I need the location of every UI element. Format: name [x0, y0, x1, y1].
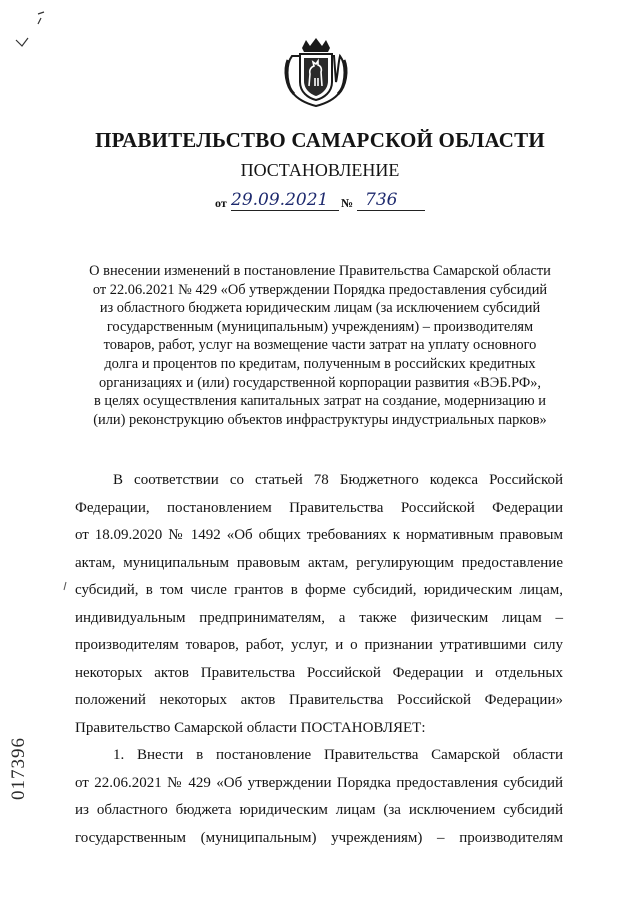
document-type: ПОСТАНОВЛЕНИЕ — [240, 160, 400, 180]
body-line: субсидий, в том числе грантов в форме субсидий, юридическим лицам, — [75, 582, 563, 598]
number-underline — [357, 210, 425, 211]
subject-line: в целях осуществления капитальных затрат на создание, модернизацию и — [94, 393, 546, 410]
pen-mark-left — [60, 580, 72, 594]
body-line: положений некоторых актов Правительства Российской Федерации» — [75, 692, 563, 708]
date-number-line — [215, 190, 430, 216]
subject-line: долга и процентов по кредитам, полученным в российских кредитных — [104, 355, 536, 372]
body-line: от 22.06.2021 № 429 «Об утверждении Порядка предоставления субсидий — [75, 774, 563, 791]
document-body — [75, 467, 563, 852]
body-line: от 18.09.2020 № 1492 «Об общих требованиях к нормативным правовым — [75, 527, 563, 543]
subject-line: от 22.06.2021 № 429 «Об утверждении Порядка предоставления субсидий — [92, 281, 548, 298]
document-subject — [70, 262, 570, 429]
handwritten-date: 29.09.2021 — [231, 190, 329, 210]
body-line: Федерации, постановлением Правительства Российской Федерации — [75, 499, 563, 516]
body-line: Правительство Самарской области ПОСТАНОВЛЯЕТ: — [75, 719, 426, 736]
body-line: из областного бюджета юридическим лицам (за исключением субсидий — [75, 802, 563, 818]
pen-mark-top-left — [8, 10, 48, 50]
body-line: В соответствии со статьей 78 Бюджетного кодекса Российской — [113, 472, 563, 488]
subject-line: О внесении изменений в постановление Правительства Самарской области — [89, 263, 551, 279]
date-prefix: от — [215, 196, 227, 210]
body-line: производителям товаров, работ, услуг, и о признании утратившими силу — [75, 637, 563, 653]
body-line: актам, муниципальным правовым актам, регулирующим предоставление — [75, 554, 563, 571]
subject-line: из областного бюджета юридическим лицам (за исключением субсидий — [99, 300, 541, 317]
margin-stamp-number: 017396 — [8, 737, 29, 800]
government-title: ПРАВИТЕЛЬСТВО САМАРСКОЙ ОБЛАСТИ — [95, 128, 545, 152]
subject-line: товаров, работ, услуг на возмещение части затрат на уплату основного — [103, 337, 537, 354]
handwritten-number: 736 — [365, 190, 398, 210]
subject-line: государственным (муниципальным) учреждениям) – производителям — [106, 318, 534, 335]
body-line: индивидуальным предпринимателям, а также физическим лицам – — [75, 609, 563, 626]
subject-line: организациях и (или) государственной корпорации развития «ВЭБ.РФ», — [98, 374, 542, 391]
body-line: 1. Внести в постановление Правительства Самарской области — [113, 747, 563, 763]
samara-coat-of-arms-icon — [282, 34, 350, 108]
body-line: некоторых актов Правительства Российской Федерации и отдельных — [75, 664, 563, 681]
body-line: государственным (муниципальным) учреждениям) – производителям — [75, 829, 563, 846]
number-prefix: № — [341, 196, 354, 210]
date-underline — [231, 210, 339, 211]
subject-line: (или) реконструкцию объектов инфраструктуры индустриальных парков» — [93, 411, 547, 428]
